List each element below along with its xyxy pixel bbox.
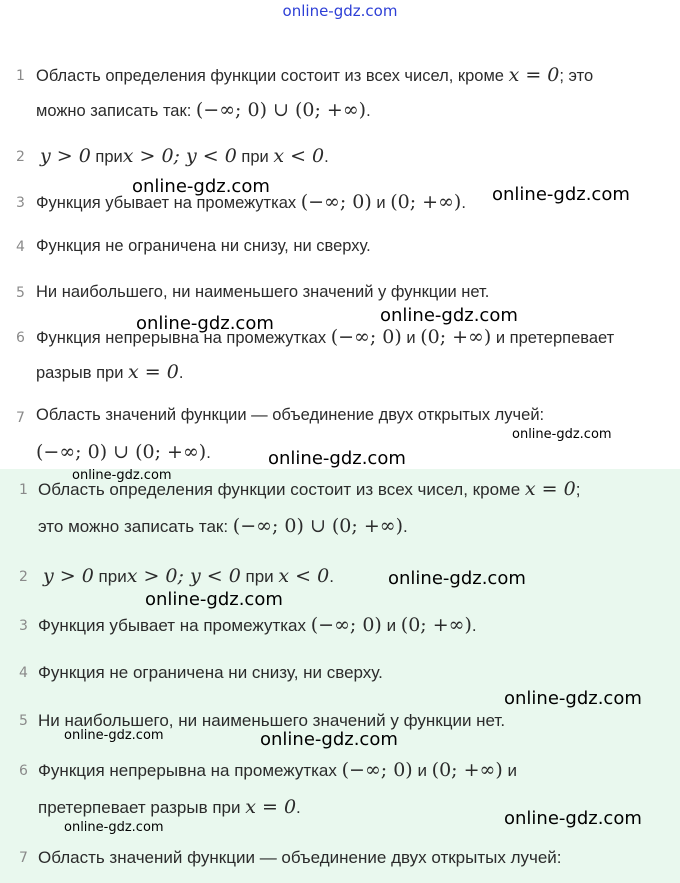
text: . [366, 102, 371, 120]
item-number: 5 [19, 713, 28, 729]
text: Функция убывает на промежутках [36, 194, 301, 212]
text: и [401, 329, 421, 347]
math: x = 0 [128, 361, 179, 383]
text: Функция не ограничена ни снизу, ни сверху. [38, 663, 383, 682]
math: (−∞; 0) [341, 759, 413, 781]
text: разрыв при [36, 364, 129, 382]
math: (−∞; 0) [300, 191, 372, 213]
item-number: 6 [16, 330, 25, 346]
text: Область значений функции — объединение двух открытых лучей: [38, 848, 562, 867]
item-text [38, 663, 383, 683]
text: Функция непрерывна на промежутках [38, 761, 342, 780]
item-number: 4 [16, 239, 25, 255]
item-text [38, 848, 562, 868]
text: ; это [559, 67, 594, 85]
math: (0; +∞) [420, 326, 492, 348]
item-text [36, 237, 371, 256]
watermark: online-gdz.com [380, 305, 518, 326]
text: и [412, 761, 432, 780]
text: . [324, 148, 329, 166]
text: Функция убывает на промежутках [38, 616, 311, 635]
math: x > 0; y < 0 [122, 145, 237, 167]
watermark: online-gdz.com [268, 448, 406, 469]
text: Ни наибольшего, ни наименьшего значений у функции нет. [36, 283, 490, 301]
watermark: online-gdz.com [64, 728, 164, 743]
text: . [296, 798, 301, 817]
math: x = 0 [245, 796, 297, 818]
item-number: 6 [19, 763, 28, 779]
text: ; [575, 480, 581, 499]
text: . [329, 567, 334, 586]
item-number: 1 [19, 482, 28, 498]
text: это можно записать так: [38, 517, 233, 536]
text: и [381, 616, 401, 635]
header-watermark: online-gdz.com [282, 2, 398, 20]
item-number: 3 [19, 618, 28, 634]
item-text [38, 614, 477, 636]
text: Функция не ограничена ни снизу, ни сверху. [36, 237, 371, 255]
math: (−∞; 0) [310, 614, 382, 636]
item-number: 4 [19, 665, 28, 681]
text: можно записать так: [36, 102, 196, 120]
watermark: online-gdz.com [72, 468, 172, 483]
text: . [403, 517, 408, 536]
math: y > 0 [43, 565, 94, 587]
text: при [93, 567, 127, 586]
watermark: online-gdz.com [388, 568, 526, 589]
text: и [502, 761, 518, 780]
item-number: 2 [19, 569, 28, 585]
item-text [43, 565, 334, 587]
text: . [206, 444, 211, 462]
item-number: 7 [19, 850, 28, 866]
item-text [36, 326, 614, 348]
text: . [471, 616, 477, 635]
math: (0; +∞) [390, 191, 462, 213]
text: Функция непрерывна на промежутках [36, 329, 331, 347]
text: при [236, 148, 274, 166]
item-text [38, 759, 517, 781]
watermark: online-gdz.com [136, 313, 274, 334]
math: x = 0 [524, 478, 576, 500]
watermark: online-gdz.com [512, 427, 612, 442]
item-text [36, 406, 544, 425]
watermark: online-gdz.com [145, 589, 283, 610]
item-text [38, 796, 301, 818]
math: x = 0 [508, 64, 560, 86]
text: Область определения функции состоит из всех чисел, кроме [36, 67, 509, 85]
math: x > 0; y < 0 [126, 565, 241, 587]
text: и [371, 194, 391, 212]
math: (−∞; 0) ∪ (0; +∞) [195, 99, 367, 121]
watermark: online-gdz.com [64, 820, 164, 835]
text: Ни наибольшего, ни наименьшего значений у функции нет. [38, 711, 506, 730]
item-number: 3 [16, 195, 25, 211]
text: Область определения функции состоит из всех чисел, кроме [38, 480, 525, 499]
math: (−∞; 0) ∪ (0; +∞) [232, 515, 403, 537]
item-text [36, 361, 183, 383]
item-number: 2 [16, 149, 25, 165]
math: (0; +∞) [400, 614, 472, 636]
text: претерпевает разрыв при [38, 798, 246, 817]
item-text [36, 99, 371, 121]
text: при [90, 148, 123, 166]
item-number: 1 [16, 68, 25, 84]
item-text [40, 145, 329, 167]
item-text [36, 64, 593, 86]
math: (−∞; 0) [330, 326, 402, 348]
item-number: 5 [16, 285, 25, 301]
item-text [36, 283, 489, 302]
watermark: online-gdz.com [504, 808, 642, 829]
text: и претерпевает [491, 329, 615, 347]
math: x < 0 [278, 565, 330, 587]
watermark: online-gdz.com [132, 176, 270, 197]
text: . [461, 194, 466, 212]
math: x < 0 [273, 145, 325, 167]
watermark: online-gdz.com [492, 184, 630, 205]
item-text [36, 441, 211, 463]
math: y > 0 [40, 145, 91, 167]
watermark: online-gdz.com [504, 688, 642, 709]
item-number: 7 [16, 410, 25, 426]
math: (0; +∞) [431, 759, 503, 781]
text: при [240, 567, 279, 586]
text: . [178, 364, 184, 382]
text: Область значений функции — объединение двух открытых лучей: [36, 406, 545, 424]
item-text [38, 515, 408, 537]
math: (−∞; 0) ∪ (0; +∞) [36, 441, 207, 463]
watermark: online-gdz.com [260, 729, 398, 750]
